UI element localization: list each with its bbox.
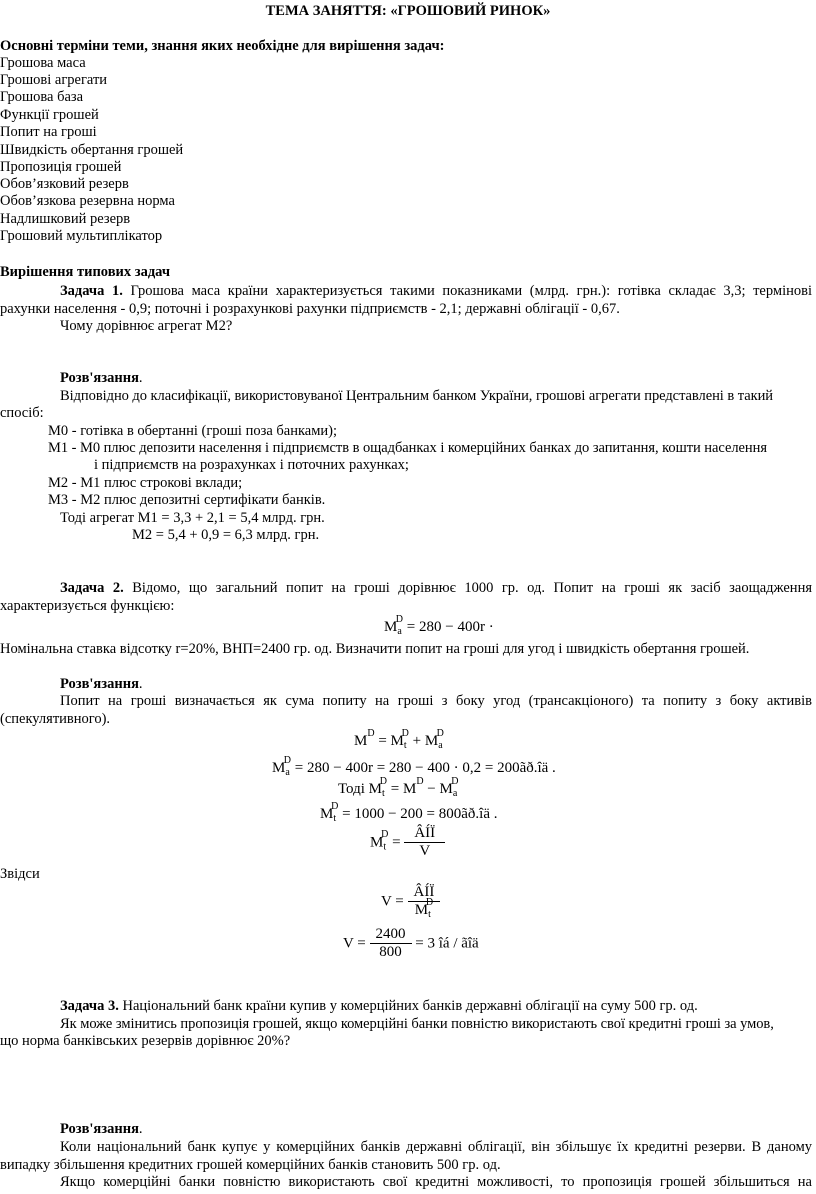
task2-label: Задача 2. (60, 580, 124, 596)
task1-question: Чому дорівнює агрегат М2? (60, 318, 233, 334)
task3-text-line: Як може змінитись пропозиція грошей, якщо комерційні банки повністю використають свої кредитні гроші за умов, (60, 1016, 774, 1032)
aggregate-m2: М2 - М1 плюс строкові вклади; (48, 475, 243, 491)
task2-solution-label: Розв'язання. (60, 676, 143, 692)
task3-solution-label: Розв'язання. (60, 1121, 143, 1137)
formula-speculative-demand: $M_a^D = 280 - 400r$ · (384, 614, 494, 637)
aggregate-m3: М3 - М2 плюс депозитні сертифікати банків. (48, 492, 326, 508)
section-heading: Вирішення типових задач (0, 264, 171, 280)
task2-text-line: характеризується функцією: (0, 598, 175, 614)
list-item: Пропозиція грошей (0, 159, 122, 175)
formula-velocity: V = $\frac{\text{ÂÍÏ}}{M_t^D}$ (381, 884, 440, 920)
list-item: Попит на гроші (0, 124, 97, 140)
calc-m2: М2 = 5,4 + 0,9 = 6,3 млрд. грн. (132, 527, 320, 543)
task3-label: Задача 3. (60, 998, 119, 1014)
formula-speculative-calc: $M_a^D = 280 - 400r = 280 - 400 \cdot 0,2$ = 200ãð.îä . (272, 755, 556, 778)
list-item: Грошова маса (0, 55, 86, 71)
list-item: Грошовий мультиплікатор (0, 228, 163, 244)
text-zvidsy: Звідси (0, 866, 40, 882)
task2-solution-line: (спекулятивного). (0, 711, 111, 727)
list-item: Обов’язковий резерв (0, 176, 129, 192)
task2-solution-line: Попит на гроші визначається як сума попиту на гроші з боку угод (трансакціоного) та попиту з боку активів (60, 693, 812, 709)
calc-m1: Тоді агрегат М1 = 3,3 + 2,1 = 5,4 млрд. грн. (60, 510, 325, 526)
aggregate-m1: М1 - М0 плюс депозити населення і підприємств в ощадбанках і комерційних банках до запитання, кошти населення (48, 440, 767, 456)
terms-heading: Основні терміни теми, знання яких необхідне для вирішення задач: (0, 38, 445, 54)
task2-text-line: Номінальна ставка відсотку r=20%, ВНП=2400 гр. од. Визначити попит на гроші для угод і швидкість обертання грошей. (0, 641, 750, 657)
task3-solution-line: Якщо комерційні банки повністю використають свої кредитні можливості, то пропозиція грошей збільшиться на (60, 1174, 812, 1190)
aggregate-m0: М0 - готівка в обертанні (гроші поза банками); (48, 423, 338, 439)
page-title: ТЕМА ЗАНЯТТЯ: «ГРОШОВИЙ РИНОК» (265, 3, 551, 19)
list-item: Швидкість обертання грошей (0, 142, 184, 158)
list-item: Обов’язкова резервна норма (0, 193, 175, 209)
task1-solution-label: Розв'язання. (60, 370, 143, 386)
task3-text-line: що норма банківських резервів дорівнює 20%? (0, 1033, 291, 1049)
task1-text-line: рахунки населення - 0,9; поточні і розрахункові рахунки підприємств - 2,1; державні облігації - 0,67. (0, 301, 620, 317)
task1-text-line: Задача 1. Грошова маса країни характеризується такими показниками (млрд. грн.): готівка складає 3,3; термінові (60, 283, 812, 299)
formula-transaction-calc: $M_t^D = 1000 - 200$ = 800ãð.îä . (320, 801, 498, 824)
task1-solution-line: спосіб: (0, 405, 44, 421)
task1-label: Задача 1. (60, 283, 123, 299)
task3-text-line: Задача 3. Національний банк країни купив у комерційних банків державні облігації на суму 500 гр. од. (60, 998, 698, 1014)
aggregate-m1-cont: і підприємств на розрахунках і поточних рахунках; (94, 457, 409, 473)
formula-transaction-ratio: $M_t^D$ = $\frac{\text{ÂÍÏ}}{V}$ (370, 825, 445, 861)
formula-transaction-def: Тоді $M_t^D = M^D - M_a^D$ (338, 776, 459, 799)
list-item: Надлишковий резерв (0, 211, 131, 227)
task3-solution-line: Коли національний банк купує у комерційних банків державні облігації, він збільшує їх кредитні резерви. В даному (60, 1139, 812, 1155)
list-item: Функції грошей (0, 107, 99, 123)
formula-velocity-calc: V = $\frac{2400}{800}$ = 3 îá / ãîä (343, 926, 479, 961)
task1-solution-line: Відповідно до класифікації, використовуваної Центральним банком України, грошові агрегати представлені в такий (60, 388, 773, 404)
formula-total-demand: $M^D = M_t^D + M_a^D$ (354, 728, 444, 751)
task2-text-line: Задача 2. Відомо, що загальний попит на гроші дорівнює 1000 гр. од. Попит на гроші як засіб заощадження (60, 580, 813, 596)
task3-solution-line: випадку збільшення кредитних грошей комерційних банків становить 500 гр. од. (0, 1157, 501, 1173)
list-item: Грошова база (0, 89, 84, 105)
list-item: Грошові агрегати (0, 72, 108, 88)
